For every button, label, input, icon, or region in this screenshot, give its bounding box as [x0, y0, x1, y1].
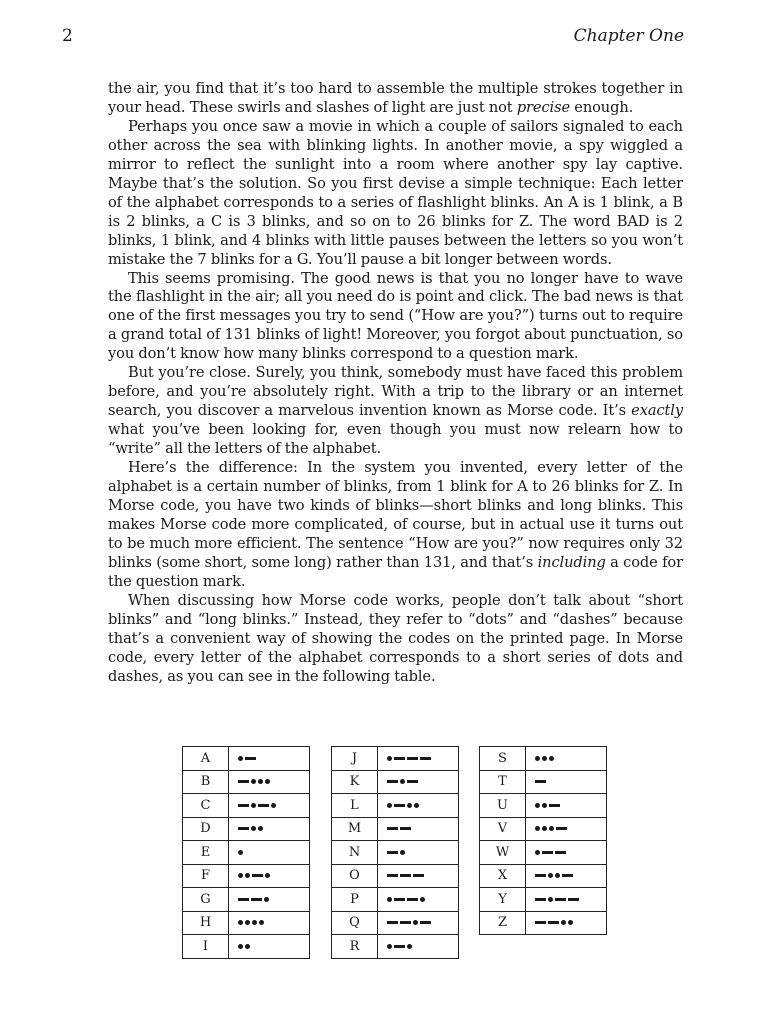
dot-mark [387, 756, 392, 761]
running-head: Chapter One [573, 26, 684, 46]
morse-code [387, 871, 426, 881]
morse-letter: W [480, 841, 526, 865]
morse-code-cell [526, 794, 607, 818]
morse-row [332, 794, 459, 818]
morse-row [183, 817, 310, 841]
dot-mark [238, 873, 243, 878]
morse-code [387, 800, 421, 810]
morse-code-cell [229, 747, 310, 771]
dash-mark [535, 874, 546, 877]
paragraph [108, 592, 683, 687]
text-run: This seems promising. The good news is that you no longer have to wave the flashlight in the air; all you need do is point and click. The bad news is that one of the first messages you try to send (“How are you?”) turns out to require a grand total of 131 blinks of light! Moreover, you forgot about punctuation, so you don’t know how many blinks correspond to a question mark. [108, 269, 683, 363]
morse-row [183, 794, 310, 818]
dot-mark [245, 873, 250, 878]
morse-code [535, 918, 575, 928]
morse-letter: O [332, 864, 378, 888]
dash-mark [542, 851, 553, 854]
dot-mark [265, 779, 270, 784]
morse-code-cell [378, 888, 459, 912]
dot-mark [568, 920, 573, 925]
morse-row [332, 935, 459, 959]
text-run: But you’re close. Surely, you think, somebody must have faced this problem before, and you’re absolutely right. With a trip to the library or an internet search, you discover a marvelous invention known as Morse code. It’s [108, 364, 683, 420]
text-run: Here’s the difference: In the system you invented, every letter of the alphabet is a certain number of blinks, from 1 blink for A to 26 blinks for Z. In Morse code, you have two kinds of blinks—short blinks and long blinks. This makes Morse code more complicated, of course, but in actual use it turns out to be much more efficient. The sentence “How are you?” now requires only 32 blinks (some short, some long) rather than 131, and that’s [108, 459, 683, 571]
paragraph [108, 459, 683, 592]
text-run: a code for the question mark. [108, 553, 683, 590]
morse-row [480, 817, 607, 841]
morse-letter: Q [332, 911, 378, 935]
morse-code-cell [526, 888, 607, 912]
morse-code-cell [229, 888, 310, 912]
dot-mark [387, 803, 392, 808]
morse-row [332, 864, 459, 888]
dot-mark [387, 897, 392, 902]
morse-code-cell [229, 935, 310, 959]
morse-letter: Y [480, 888, 526, 912]
morse-row [183, 841, 310, 865]
morse-code-cell [229, 911, 310, 935]
body-text [108, 80, 683, 687]
dot-mark [251, 826, 256, 831]
dash-mark [407, 780, 418, 783]
dash-mark [245, 757, 256, 760]
morse-letter: T [480, 770, 526, 794]
morse-row [183, 911, 310, 935]
dash-mark [549, 804, 560, 807]
text-run: the air, you find that it’s too hard to assemble the multiple strokes together in your head. These swirls and slashes of light are just not [108, 80, 683, 116]
dash-mark [535, 898, 546, 901]
dot-mark [265, 873, 270, 878]
text-run: When discussing how Morse code works, people don’t talk about “short blinks” and “long blinks.” Instead, they refer to “dots” and “dashes” because that’s a convenient way of showing the codes on the printed page. In Morse code, every letter of the alphabet corresponds to a short series of dots and dashes, as you can see in the following table. [108, 591, 683, 685]
morse-letter: G [183, 888, 229, 912]
dot-mark [535, 756, 540, 761]
morse-table-a-to-i [182, 746, 310, 959]
morse-letter: P [332, 888, 378, 912]
paragraph [108, 118, 683, 270]
dot-mark [548, 873, 553, 878]
dot-mark [264, 897, 269, 902]
dot-mark [271, 803, 276, 808]
dash-mark [387, 827, 398, 830]
paragraph [108, 80, 683, 118]
morse-code [535, 824, 569, 834]
morse-letter: R [332, 935, 378, 959]
morse-letter: V [480, 817, 526, 841]
morse-code-cell [378, 935, 459, 959]
morse-code [535, 800, 562, 810]
morse-letter: X [480, 864, 526, 888]
dot-mark [535, 850, 540, 855]
morse-code-cell [378, 911, 459, 935]
morse-code [238, 941, 252, 951]
morse-code [387, 824, 413, 834]
italic-text: including [537, 553, 606, 571]
dot-mark [542, 826, 547, 831]
morse-row [183, 888, 310, 912]
morse-letter: Z [480, 911, 526, 935]
morse-row [480, 864, 607, 888]
morse-row [480, 747, 607, 771]
dot-mark [535, 826, 540, 831]
dot-mark [245, 920, 250, 925]
morse-row [480, 770, 607, 794]
dash-mark [407, 757, 418, 760]
morse-letter: D [183, 817, 229, 841]
dash-mark [252, 874, 263, 877]
dot-mark [548, 897, 553, 902]
morse-code-cell [378, 841, 459, 865]
dot-mark [387, 944, 392, 949]
dash-mark [562, 874, 573, 877]
dash-mark [535, 921, 546, 924]
morse-row [480, 794, 607, 818]
dash-mark [394, 898, 405, 901]
dash-mark [407, 898, 418, 901]
dash-mark [555, 851, 566, 854]
dash-mark [556, 827, 567, 830]
dot-mark [407, 803, 412, 808]
morse-code-cell [526, 841, 607, 865]
italic-text: precise [516, 98, 571, 116]
morse-code [238, 918, 266, 928]
dot-mark [549, 826, 554, 831]
dash-mark [413, 874, 424, 877]
morse-letter: I [183, 935, 229, 959]
dot-mark [400, 850, 405, 855]
morse-code [535, 753, 556, 763]
morse-code [387, 847, 407, 857]
dot-mark [259, 920, 264, 925]
morse-code-cell [526, 911, 607, 935]
dash-mark [394, 945, 405, 948]
dash-mark [258, 804, 269, 807]
morse-code [535, 847, 568, 857]
morse-row [332, 841, 459, 865]
morse-code-cell [378, 747, 459, 771]
dot-mark [549, 756, 554, 761]
morse-code-cell [378, 817, 459, 841]
dot-mark [414, 803, 419, 808]
morse-code [387, 918, 433, 928]
morse-row [480, 841, 607, 865]
italic-text: exactly [631, 402, 683, 420]
morse-code [387, 941, 414, 951]
morse-code-cell [378, 864, 459, 888]
dash-mark [238, 827, 249, 830]
morse-code-cell [229, 841, 310, 865]
dot-mark [252, 920, 257, 925]
dot-mark [420, 897, 425, 902]
dash-mark [420, 757, 431, 760]
dash-mark [548, 921, 559, 924]
morse-code [535, 777, 548, 787]
morse-letter: J [332, 747, 378, 771]
dot-mark [413, 920, 418, 925]
dash-mark [555, 898, 566, 901]
text-run: what you’ve been looking for, even though you must now relearn how to “write” all the letters of the alphabet. [108, 421, 683, 458]
morse-row [183, 770, 310, 794]
dot-mark [542, 803, 547, 808]
dot-mark [407, 944, 412, 949]
morse-letter: L [332, 794, 378, 818]
morse-code [535, 894, 581, 904]
morse-code-cell [526, 770, 607, 794]
morse-table-s-to-z [479, 746, 607, 935]
morse-row [183, 935, 310, 959]
morse-code-cell [229, 864, 310, 888]
morse-row [183, 864, 310, 888]
paragraph [108, 270, 683, 365]
morse-letter: C [183, 794, 229, 818]
dot-mark [251, 803, 256, 808]
dot-mark [238, 920, 243, 925]
morse-code-cell [229, 794, 310, 818]
morse-code [387, 894, 427, 904]
morse-code [238, 777, 272, 787]
morse-code [238, 894, 271, 904]
dash-mark [387, 921, 398, 924]
morse-letter: A [183, 747, 229, 771]
dot-mark [238, 850, 243, 855]
dot-mark [238, 756, 243, 761]
morse-row [183, 747, 310, 771]
dash-mark [251, 898, 262, 901]
paragraph [108, 364, 683, 459]
dot-mark [561, 920, 566, 925]
morse-letter: M [332, 817, 378, 841]
morse-code-cell [526, 747, 607, 771]
morse-letter: U [480, 794, 526, 818]
morse-row [332, 888, 459, 912]
morse-code [238, 753, 258, 763]
dash-mark [238, 804, 249, 807]
morse-code [238, 847, 245, 857]
dot-mark [400, 779, 405, 784]
morse-table-j-to-r [331, 746, 459, 959]
morse-letter: K [332, 770, 378, 794]
morse-code-cell [229, 817, 310, 841]
page-number: 2 [62, 26, 73, 46]
morse-letter: F [183, 864, 229, 888]
morse-row [332, 911, 459, 935]
morse-code-cell [526, 864, 607, 888]
morse-row [332, 747, 459, 771]
dot-mark [555, 873, 560, 878]
morse-code [238, 871, 272, 881]
dash-mark [387, 780, 398, 783]
dot-mark [251, 779, 256, 784]
dash-mark [387, 851, 398, 854]
morse-code [535, 871, 575, 881]
morse-code-cell [378, 794, 459, 818]
morse-code [387, 753, 433, 763]
dash-mark [387, 874, 398, 877]
dot-mark [258, 826, 263, 831]
dash-mark [420, 921, 431, 924]
morse-row [480, 911, 607, 935]
morse-letter: B [183, 770, 229, 794]
dash-mark [535, 780, 546, 783]
morse-letter: S [480, 747, 526, 771]
morse-code [238, 824, 265, 834]
dash-mark [394, 804, 405, 807]
dot-mark [238, 944, 243, 949]
morse-row [332, 770, 459, 794]
dash-mark [568, 898, 579, 901]
dash-mark [400, 827, 411, 830]
morse-letter: H [183, 911, 229, 935]
dash-mark [394, 757, 405, 760]
morse-row [480, 888, 607, 912]
text-run: Perhaps you once saw a movie in which a couple of sailors signaled to each other across the sea with blinking lights. In another movie, a spy wiggled a mirror to reflect the sunlight into a room where another spy lay captive. Maybe that’s the solution. So you first devise a simple technique: Each letter of the alphabet corresponds to a series of flashlight blinks. An A is 1 blink, a B is 2 blinks, a C is 3 blinks, and so on to 26 blinks for Z. The word BAD is 2 blinks, 1 blink, and 4 blinks with little pauses between the letters so you won’t mistake the 7 blinks for a G. You’ll pause a bit longer between words. [108, 117, 683, 268]
morse-letter: N [332, 841, 378, 865]
morse-code [387, 777, 420, 787]
dash-mark [238, 898, 249, 901]
morse-row [332, 817, 459, 841]
morse-code-cell [229, 770, 310, 794]
morse-code-cell [526, 817, 607, 841]
dot-mark [245, 944, 250, 949]
morse-code-cell [378, 770, 459, 794]
dot-mark [258, 779, 263, 784]
dash-mark [400, 921, 411, 924]
dash-mark [238, 780, 249, 783]
dash-mark [400, 874, 411, 877]
dot-mark [535, 803, 540, 808]
dot-mark [542, 756, 547, 761]
morse-letter: E [183, 841, 229, 865]
text-run: enough. [570, 98, 634, 116]
morse-code [238, 800, 278, 810]
